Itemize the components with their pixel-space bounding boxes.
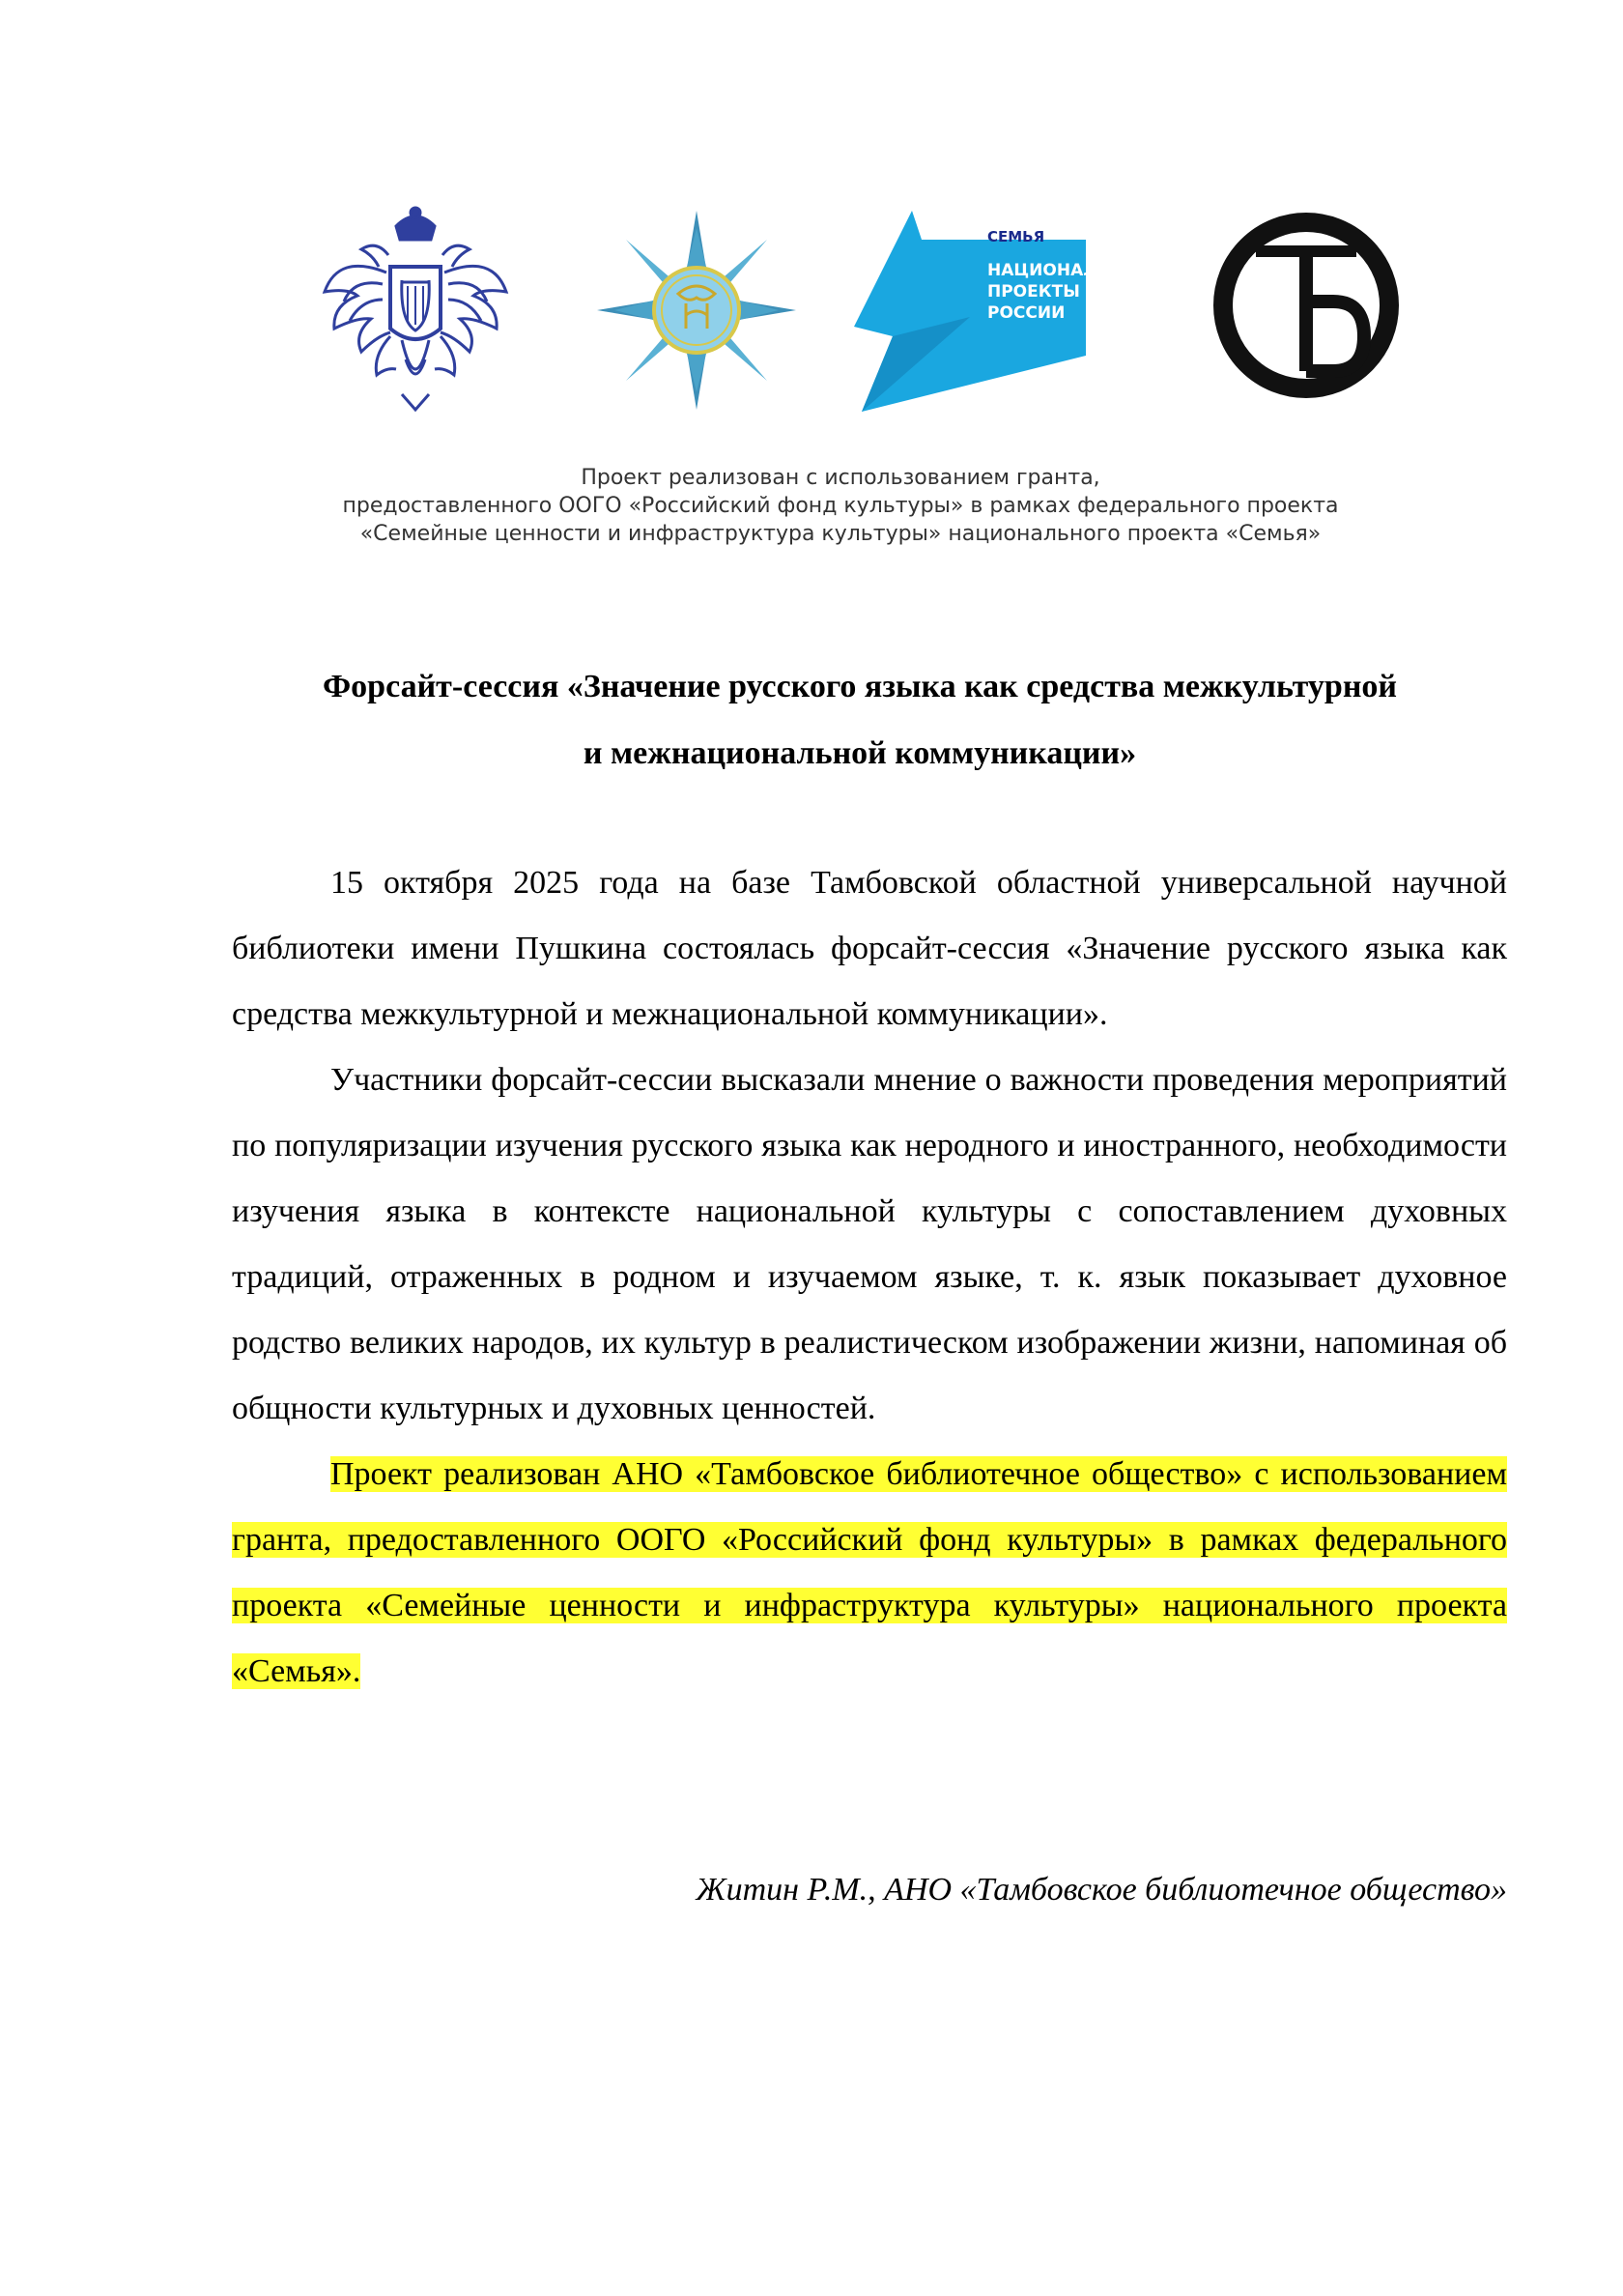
grant-note xyxy=(290,464,1391,548)
grant-note-line: «Семейные ценности и инфраструктура культуры» национального проекта «Семья» xyxy=(359,522,1322,546)
tb-monogram-icon xyxy=(1210,209,1403,402)
document-title xyxy=(193,653,1526,787)
double-headed-eagle-icon xyxy=(319,205,512,416)
highlighted-text: Проект реализован АНО «Тамбовское библиотечное общество» с использованием гранта, предоставленного ООГО «Российский фонд культуры» в рамках федерального проекта «Семейные ценности и инфраструктура культуры» национального проекта «Семья». xyxy=(232,1456,1507,1689)
grant-note-line: Проект реализован с использованием гранта, xyxy=(581,466,1100,490)
body-paragraph: 15 октября 2025 года на базе Тамбовской областной универсальной научной библиотеки имени Пушкина состоялась форсайт-сессия «Значение русского языка как средства межкультурной и межнациональной коммуникации». xyxy=(232,865,1507,1032)
body-paragraph: Участники форсайт-сессии высказали мнение о важности проведения мероприятий по популяризации изучения русского языка как неродного и иностранного, необходимости изучения языка в контексте национальной культуры с сопоставлением духовных традиций, отраженных в родном и изучаемом языке, т. к. язык показывает духовное родство великих народов, их культур в реалистическом изображении жизни, напоминая об общности культурных и духовных ценностей. xyxy=(232,1062,1507,1426)
highlighted-paragraph xyxy=(232,1442,1507,1705)
signature: Житин Р.М., АНО «Тамбовское библиотечное общество» xyxy=(696,1872,1507,1908)
grant-note-line: предоставленного ООГО «Российский фонд культуры» в рамках федерального проекта xyxy=(342,494,1339,518)
np-label-line: НАЦИОНАЛЬНЫЕ xyxy=(987,261,1152,280)
document-body xyxy=(232,850,1507,1705)
np-label-line: РОССИИ xyxy=(987,303,1066,323)
title-line: и межнациональной коммуникации» xyxy=(583,735,1137,771)
star-icon xyxy=(597,211,796,410)
np-label-line: ПРОЕКТЫ xyxy=(987,282,1080,301)
title-line: Форсайт-сессия «Значение русского языка как средства межкультурной xyxy=(322,669,1398,704)
np-label-top: СЕМЬЯ xyxy=(987,228,1045,245)
